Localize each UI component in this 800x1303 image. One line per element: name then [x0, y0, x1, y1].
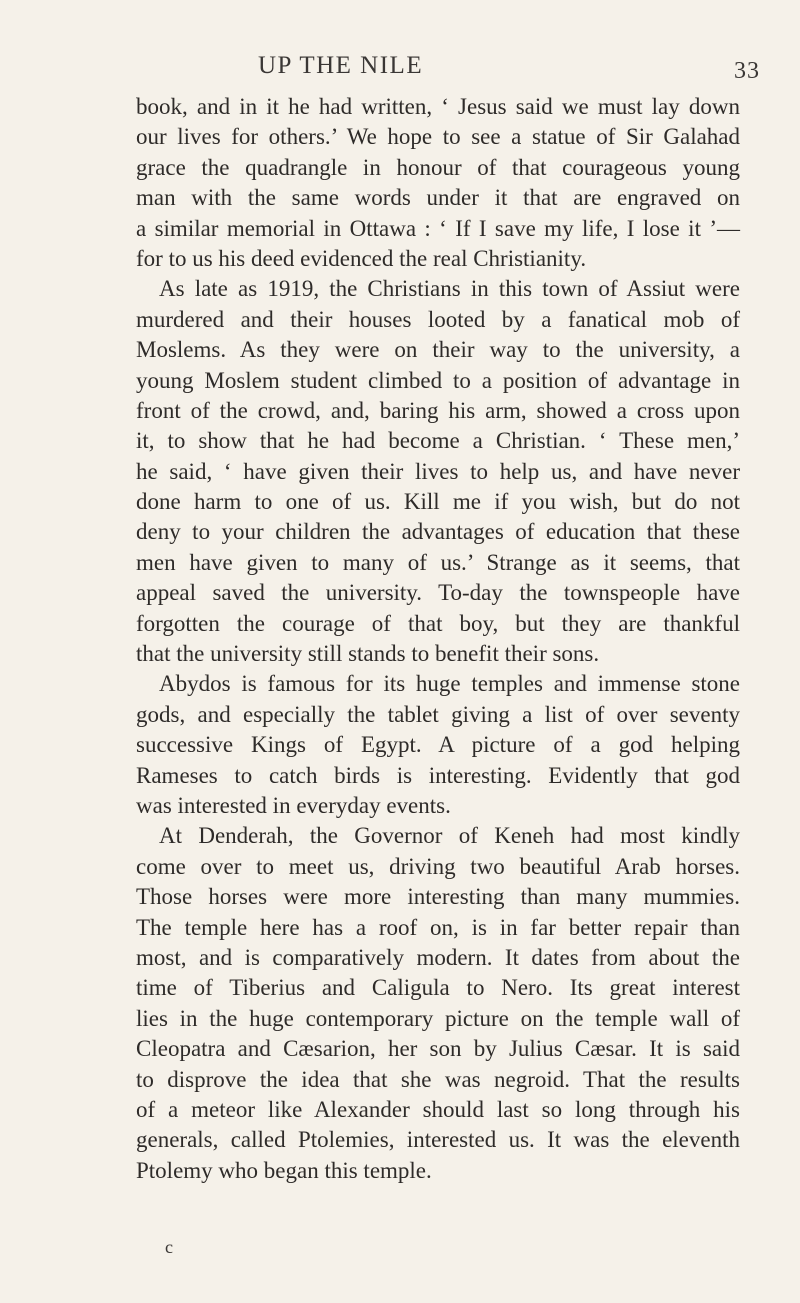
text-line: successive Kings of Egypt. A picture of a god helping [136, 732, 740, 758]
text-line: he said, ‘ have given their lives to help us, and have never [136, 458, 740, 484]
text-line: grace the quadrangle in honour of that courageous young [136, 154, 740, 180]
text-line: At Denderah, the Governor of Keneh had most kindly [159, 823, 740, 849]
text-line: to disprove the idea that she was negroid. That the results [136, 1066, 740, 1092]
text-line: it, to show that he had become a Christian. ‘ These men,’ [136, 428, 740, 454]
text-line: Rameses to catch birds is interesting. Evidently that god [136, 762, 740, 788]
text-line: The temple here has a roof on, is in far better repair than [136, 914, 740, 940]
text-line: As late as 1919, the Christians in this town of Assiut were [159, 276, 740, 302]
running-head: UP THE NILE [258, 52, 424, 79]
text-line: Ptolemy who began this temple. [136, 1157, 432, 1183]
text-line: man with the same words under it that are engraved on [136, 185, 740, 211]
text-line: our lives for others.’ We hope to see a statue of Sir Galahad [136, 124, 740, 150]
signature-mark: c [165, 1237, 173, 1257]
text-line: Abydos is famous for its huge temples and immense stone [159, 671, 740, 697]
text-line: gods, and especially the tablet giving a list of over seventy [136, 701, 740, 727]
text-line: appeal saved the university. To-day the townspeople have [136, 580, 740, 606]
text-line: that the university still stands to benefit their sons. [136, 641, 600, 667]
text-line: done harm to one of us. Kill me if you wish, but do not [136, 489, 740, 515]
text-line: a similar memorial in Ottawa : ‘ If I save my life, I lose it ’— [136, 215, 740, 241]
text-line: front of the crowd, and, baring his arm, showed a cross upon [136, 397, 740, 423]
text-line: deny to your children the advantages of education that these [136, 519, 740, 545]
text-line: young Moslem student climbed to a position of advantage in [136, 367, 740, 393]
text-line: was interested in everyday events. [136, 792, 451, 818]
text-line: Moslems. As they were on their way to the university, a [136, 337, 740, 363]
text-line: most, and is comparatively modern. It dates from about the [136, 944, 740, 970]
text-line: for to us his deed evidenced the real Christianity. [136, 245, 587, 271]
text-line: forgotten the courage of that boy, but they are thankful [136, 610, 740, 636]
text-line: men have given to many of us.’ Strange as it seems, that [136, 549, 740, 575]
text-line: Those horses were more interesting than many mummies. [136, 884, 740, 910]
text-line: book, and in it he had written, ‘ Jesus said we must lay down [136, 94, 740, 119]
text-line: of a meteor like Alexander should last so long through his [136, 1096, 740, 1122]
text-line: time of Tiberius and Caligula to Nero. Its great interest [136, 975, 740, 1001]
text-line: generals, called Ptolemies, interested us. It was the eleventh [136, 1127, 740, 1153]
text-line: come over to meet us, driving two beautiful Arab horses. [136, 853, 740, 879]
text-line: Cleopatra and Cæsarion, her son by Julius Cæsar. It is said [136, 1036, 740, 1062]
body-text [136, 92, 740, 1186]
text-line: murdered and their houses looted by a fanatical mob of [136, 306, 740, 332]
text-line: lies in the huge contemporary picture on the temple wall of [136, 1005, 740, 1031]
page-header [0, 52, 800, 86]
page-number: 33 [734, 58, 760, 84]
